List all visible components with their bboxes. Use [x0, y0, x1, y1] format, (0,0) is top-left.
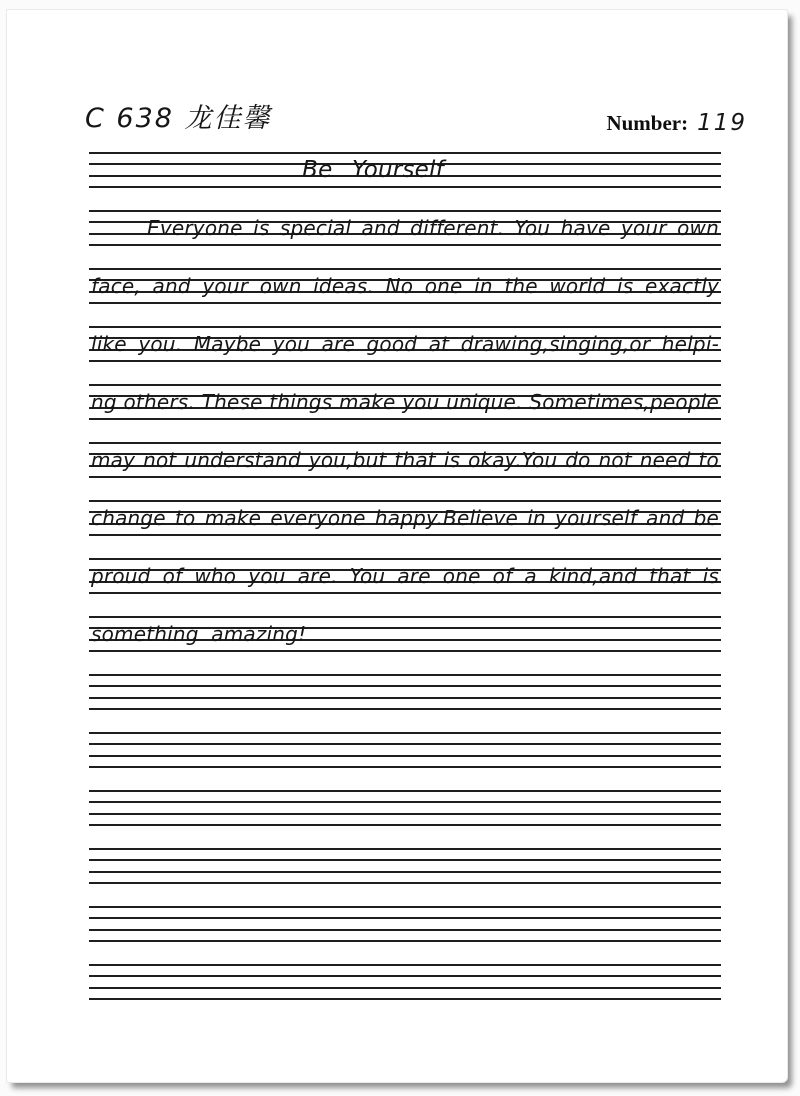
number-field: [606, 110, 747, 136]
handwritten-line: face, and your own ideas. No one in the world is exactly: [91, 274, 719, 298]
empty-line: [91, 674, 719, 710]
handwritten-line: something amazing!: [91, 622, 307, 646]
writing-area: [89, 152, 721, 1000]
ruled-staff: [89, 384, 721, 420]
ruled-staff: [89, 848, 721, 884]
handwritten-line: proud of who you are. You are one of a kind,and that is: [91, 564, 719, 588]
essay-title-line: Be Yourself: [302, 157, 444, 183]
ruled-staff: [89, 152, 721, 188]
handwritten-line: may not understand you,but that is okay.You do not need to: [91, 448, 719, 472]
ruled-staff: [89, 210, 721, 246]
handwritten-line: Everyone is special and different. You have your own: [147, 216, 719, 240]
paper-page: [6, 9, 788, 1083]
empty-line: [91, 732, 719, 768]
ruled-staff: [89, 732, 721, 768]
ruled-staff: [89, 616, 721, 652]
ruled-staff: [89, 906, 721, 942]
ruled-staff: [89, 442, 721, 478]
student-id-name: C 638 龙佳馨: [85, 103, 272, 134]
handwritten-line: change to make everyone happy.Believe in yourself and be: [91, 506, 719, 530]
number-value: 119: [697, 110, 747, 136]
ruled-staff: [89, 790, 721, 826]
ruled-staff: [89, 558, 721, 594]
empty-line: [91, 906, 719, 942]
empty-line: [91, 790, 719, 826]
ruled-staff: [89, 326, 721, 362]
ruled-staff: [89, 268, 721, 304]
ruled-staff: [89, 964, 721, 1000]
handwritten-line: ng others. These things make you unique. Sometimes,people: [91, 390, 719, 414]
ruled-staff: [89, 500, 721, 536]
ruled-staff: [89, 674, 721, 710]
empty-line: [91, 848, 719, 884]
number-label: Number:: [606, 111, 689, 135]
handwritten-line: like you. Maybe you are good at drawing,singing,or helpi-: [91, 332, 719, 356]
empty-line: [91, 964, 719, 1000]
